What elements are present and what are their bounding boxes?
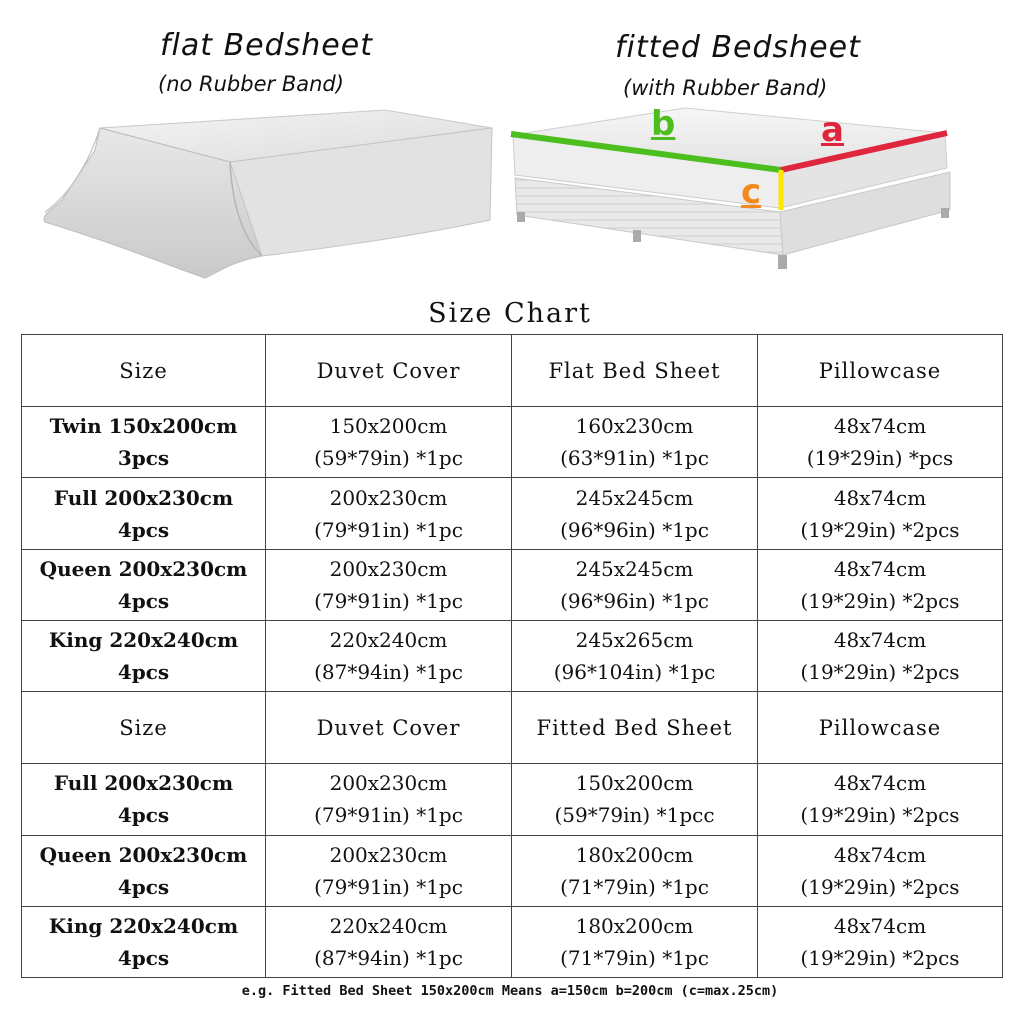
duvet-cell: 220x240cm (87*94in) *1pc (266, 620, 512, 691)
size-cell: Full 200x230cm 4pcs (22, 764, 266, 835)
pillow-cell: 48x74cm (19*29in) *2pcs (758, 620, 1003, 691)
table-row (22, 764, 1003, 835)
header-pillowcase: Pillowcase (758, 335, 1003, 407)
fitted-bedsheet-illustration (505, 0, 1020, 290)
header-size: Size (22, 335, 266, 407)
header-size: Size (22, 692, 266, 764)
duvet-cell: 200x230cm (79*91in) *1pc (266, 764, 512, 835)
table-row (22, 478, 1003, 549)
size-cell: Twin 150x200cm 3pcs (22, 407, 266, 478)
header-flat-bed-sheet: Flat Bed Sheet (512, 335, 758, 407)
duvet-cell: 200x230cm (79*91in) *1pc (266, 549, 512, 620)
header-duvet-cover: Duvet Cover (266, 692, 512, 764)
duvet-cell: 150x200cm (59*79in) *1pc (266, 407, 512, 478)
size-cell: King 220x240cm 4pcs (22, 906, 266, 977)
dimension-a-label: a (821, 110, 844, 150)
table-row (22, 407, 1003, 478)
header-duvet-cover: Duvet Cover (266, 335, 512, 407)
table-row (22, 835, 1003, 906)
table-header-row (22, 335, 1003, 407)
fitted-bedsheet-title: fitted Bedsheet (615, 30, 861, 65)
header-fitted-bed-sheet: Fitted Bed Sheet (512, 692, 758, 764)
fitted-bedsheet-subtitle: (with Rubber Band) (623, 76, 828, 100)
pillow-cell: 48x74cm (19*29in) *2pcs (758, 764, 1003, 835)
size-cell: Queen 200x230cm 4pcs (22, 549, 266, 620)
size-cell: Queen 200x230cm 4pcs (22, 835, 266, 906)
size-chart-table (21, 334, 1003, 978)
sheet-cell: 180x200cm (71*79in) *1pc (512, 835, 758, 906)
fitted-bedsheet-panel (505, 0, 1020, 290)
header-pillowcase: Pillowcase (758, 692, 1003, 764)
table-row (22, 906, 1003, 977)
flat-bedsheet-subtitle: (no Rubber Band) (158, 72, 344, 96)
flat-bedsheet-panel (0, 0, 505, 290)
table-row (22, 620, 1003, 691)
dimension-b-label: b (651, 104, 676, 144)
size-cell: King 220x240cm 4pcs (22, 620, 266, 691)
duvet-cell: 220x240cm (87*94in) *1pc (266, 906, 512, 977)
table-row (22, 549, 1003, 620)
duvet-cell: 200x230cm (79*91in) *1pc (266, 835, 512, 906)
sheet-cell: 245x265cm (96*104in) *1pc (512, 620, 758, 691)
sheet-cell: 245x245cm (96*96in) *1pc (512, 478, 758, 549)
dimension-c-label: c (741, 172, 762, 212)
pillow-cell: 48x74cm (19*29in) *2pcs (758, 906, 1003, 977)
pillow-cell: 48x74cm (19*29in) *2pcs (758, 835, 1003, 906)
sheet-cell: 245x245cm (96*96in) *1pc (512, 549, 758, 620)
pillow-cell: 48x74cm (19*29in) *2pcs (758, 549, 1003, 620)
sheet-cell: 150x200cm (59*79in) *1pcc (512, 764, 758, 835)
duvet-cell: 200x230cm (79*91in) *1pc (266, 478, 512, 549)
table-header-row (22, 692, 1003, 764)
flat-bedsheet-title: flat Bedsheet (160, 28, 373, 63)
pillow-cell: 48x74cm (19*29in) *2pcs (758, 478, 1003, 549)
flat-bedsheet-illustration (0, 0, 505, 290)
size-cell: Full 200x230cm 4pcs (22, 478, 266, 549)
size-chart-title: Size Chart (428, 298, 592, 329)
pillow-cell: 48x74cm (19*29in) *pcs (758, 407, 1003, 478)
sheet-cell: 180x200cm (71*79in) *1pc (512, 906, 758, 977)
sheet-cell: 160x230cm (63*91in) *1pc (512, 407, 758, 478)
size-chart-footnote: e.g. Fitted Bed Sheet 150x200cm Means a=150cm b=200cm (c=max.25cm) (241, 983, 779, 999)
